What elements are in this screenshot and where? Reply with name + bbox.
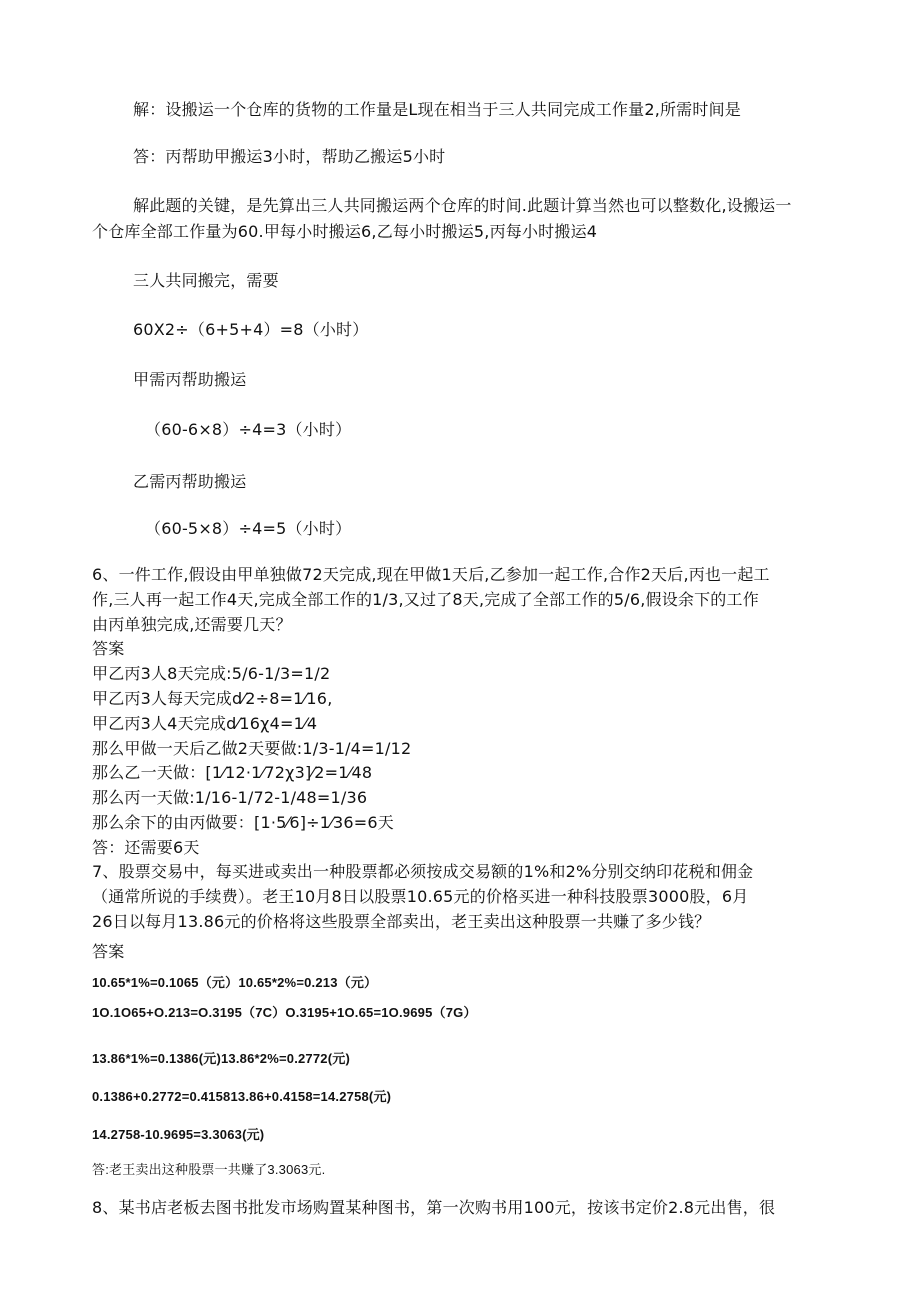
- q7-text-line-2: （通常所说的手续费）。老王10月8日以股票10.65元的价格买进一种科技股票3000股，6月: [92, 887, 749, 906]
- step-1-calc: 60X2÷（6+5+4）=8（小时）: [133, 320, 369, 339]
- q6-answer-line: 那么丙一天做:1/16-1/72-1/48=1/36: [92, 788, 368, 807]
- q6-text-line-3: 由丙单独完成,还需要几天？: [92, 615, 292, 634]
- step-2-label: 甲需丙帮助搬运: [133, 370, 247, 389]
- step-3-calc: （60-5×8）÷4=5（小时）: [145, 519, 352, 538]
- q6-answer-line: 那么乙一天做：[1⁄12·1⁄72χ3]⁄2=1⁄48: [92, 763, 373, 782]
- q6-answer-line: 那么甲做一天后乙做2天要做:1/3-1/4=1/12: [92, 739, 412, 758]
- q6-text-line-2: 作,三人再一起工作4天,完成全部工作的1/3,又过了8天,完成了全部工作的5/6,假设余下的工作: [92, 590, 759, 609]
- solution-line: 解：设搬运一个仓库的货物的工作量是L现在相当于三人共同完成工作量2,所需时间是: [133, 100, 741, 119]
- explanation-line-1: 解此题的关键，是先算出三人共同搬运两个仓库的时间.此题计算当然也可以整数化,设搬运一: [133, 196, 792, 215]
- step-3-label: 乙需丙帮助搬运: [133, 472, 247, 491]
- q7-calc-line: 13.86*1%=0.1386(元)13.86*2%=0.2772(元): [92, 1051, 350, 1066]
- q7-calc-line: 14.2758-10.9695=3.3063(元): [92, 1127, 265, 1142]
- q6-answer-line: 甲乙丙3人每天完成d⁄2÷8=1⁄16,: [92, 689, 333, 708]
- step-1-label: 三人共同搬完，需要: [133, 271, 279, 290]
- q6-answer-line: 甲乙丙3人8天完成:5/6-1/3=1/2: [92, 664, 331, 683]
- q6-text-line-1: 6、一件工作,假设由甲单独做72天完成,现在甲做1天后,乙参加一起工作,合作2天后,丙也一起工: [92, 565, 770, 584]
- q6-answer-line: 甲乙丙3人4天完成d⁄16χ4=1⁄4: [92, 714, 318, 733]
- q6-answer-label: 答案: [92, 639, 125, 658]
- q7-answer-label: 答案: [92, 942, 125, 961]
- q7-text-line-1: 7、股票交易中，每买进或卖出一种股票都必须按成交易额的1%和2%分别交纳印花税和佣金: [92, 862, 754, 881]
- q7-text-line-3: 26日以每月13.86元的价格将这些股票全部卖出，老王卖出这种股票一共赚了多少钱？: [92, 912, 711, 931]
- q6-answer-line: 那么余下的由丙做要：[1·5⁄6]÷1⁄36=6天: [92, 813, 394, 832]
- q6-answer-line: 答：还需要6天: [92, 838, 200, 857]
- answer-line: 答：丙帮助甲搬运3小时，帮助乙搬运5小时: [133, 147, 446, 166]
- q8-text-line-1: 8、某书店老板去图书批发市场购置某种图书，第一次购书用100元，按该书定价2.8元出售，很: [92, 1198, 776, 1217]
- q7-calc-line: 0.1386+0.2772=0.415813.86+0.4158=14.2758(元): [92, 1089, 392, 1104]
- explanation-line-2: 个仓库全部工作量为60.甲每小时搬运6,乙每小时搬运5,丙每小时搬运4: [92, 222, 598, 241]
- step-2-calc: （60-6×8）÷4=3（小时）: [145, 420, 352, 439]
- q7-answer-line: 答:老王卖出这种股票一共赚了3.3063元.: [92, 1162, 326, 1177]
- q7-calc-line: 1O.1O65+O.213=O.3195（7C）O.3195+1O.65=1O.9695（7G）: [92, 1005, 477, 1020]
- q7-calc-line: 10.65*1%=0.1065（元）10.65*2%=0.213（元）: [92, 975, 378, 990]
